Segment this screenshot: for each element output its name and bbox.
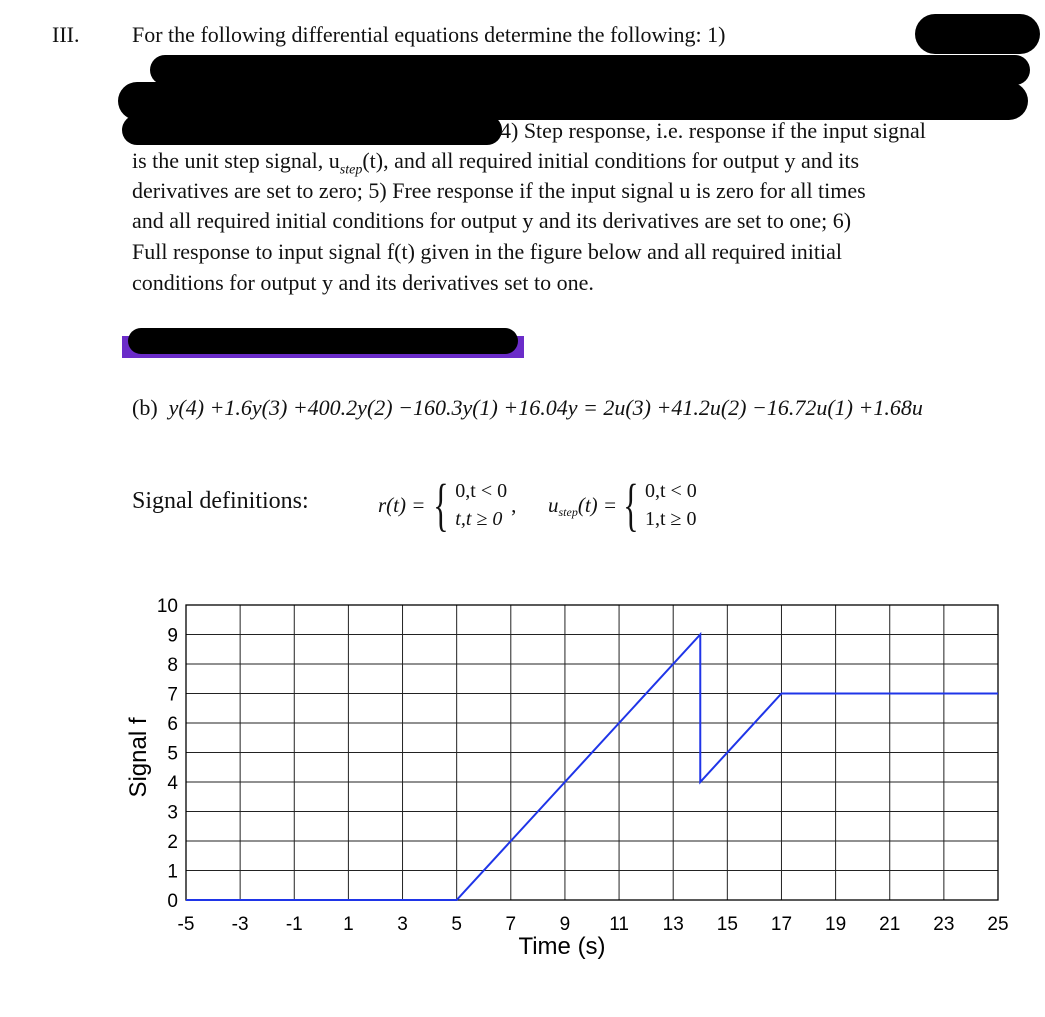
y-tick-label: 1 bbox=[167, 861, 178, 883]
y-axis-label: Signal f bbox=[125, 717, 152, 798]
problem-text-line: is the unit step signal, $u_{step}(t)$, and all required initial conditions for output y and its bbox=[132, 148, 860, 178]
differential-equation: (b) y(4) +1.6y(3) +400.2y(2) −160.3y(1) +16.04y = 2u(3) +41.2u(2) −16.72u(1) +1.68u bbox=[132, 395, 923, 420]
separator: , bbox=[511, 492, 517, 517]
problem-text-line: conditions for output y and its derivatives set to one. bbox=[132, 270, 594, 295]
redaction-mark bbox=[128, 328, 518, 354]
y-tick-label: 8 bbox=[167, 655, 178, 676]
equation-rhs: = 2u(3) +41.2u(2) −16.72u(1) +1.68u bbox=[582, 395, 923, 420]
ramp-case-negative: 0,t < 0 bbox=[455, 480, 508, 502]
signal-f-chart bbox=[0, 580, 1045, 1017]
step-subscript: step bbox=[558, 504, 578, 519]
redaction-mark bbox=[150, 55, 1030, 85]
brace-glyph: { bbox=[433, 472, 450, 537]
ramp-definition bbox=[378, 472, 517, 537]
ramp-name: r(t) = bbox=[378, 492, 426, 517]
y-tick-label: 7 bbox=[167, 684, 178, 706]
y-tick-label: 3 bbox=[167, 802, 178, 824]
step-name: u bbox=[548, 492, 559, 517]
x-tick-label: 1 bbox=[343, 914, 354, 935]
x-tick-label: 13 bbox=[662, 914, 684, 935]
problem-text-line: and all required initial conditions for output y and its derivatives are set to one; 6) bbox=[132, 208, 852, 233]
y-tick-label: 6 bbox=[167, 714, 178, 735]
problem-number: III. bbox=[52, 22, 80, 47]
step-case-positive: 1,t ≥ 0 bbox=[644, 508, 697, 530]
step-definition bbox=[548, 472, 697, 537]
x-tick-label: 21 bbox=[879, 914, 901, 935]
y-tick-label: 0 bbox=[167, 891, 178, 912]
x-tick-label: -1 bbox=[285, 914, 303, 935]
problem-intro-line: For the following differential equations determine the following: 1) bbox=[132, 22, 726, 47]
problem-text-line: derivatives are set to zero; 5) Free response if the input signal u is zero for all times bbox=[132, 178, 866, 203]
x-tick-label: 11 bbox=[609, 914, 629, 935]
equation-lhs: y(4) +1.6y(3) +400.2y(2) −160.3y(1) +16.04y bbox=[168, 395, 578, 420]
y-tick-label: 9 bbox=[167, 625, 178, 647]
y-tick-label: 10 bbox=[156, 596, 178, 617]
x-tick-label: -5 bbox=[177, 914, 195, 935]
ramp-case-positive: t,t ≥ 0 bbox=[455, 508, 503, 530]
x-tick-label: 17 bbox=[770, 914, 793, 935]
step-case-negative: 0,t < 0 bbox=[644, 480, 697, 502]
problem-text-line: Full response to input signal f(t) given in the figure below and all required initial bbox=[132, 239, 842, 264]
problem-step-response-text: 4) Step response, i.e. response if the input signal bbox=[500, 118, 926, 143]
x-tick-label: 15 bbox=[716, 914, 738, 935]
x-tick-label: 3 bbox=[397, 914, 408, 935]
redaction-mark bbox=[915, 14, 1040, 54]
x-tick-label: 9 bbox=[559, 914, 571, 935]
x-tick-label: 25 bbox=[987, 914, 1009, 935]
x-tick-label: -3 bbox=[231, 914, 249, 935]
signal-f-line bbox=[186, 635, 998, 901]
x-axis-label: Time (s) bbox=[518, 933, 606, 960]
y-tick-label: 5 bbox=[167, 743, 178, 765]
x-tick-label: 19 bbox=[825, 914, 847, 935]
x-tick-label: 23 bbox=[933, 914, 955, 935]
brace-glyph: { bbox=[623, 472, 639, 537]
x-tick-label: 7 bbox=[505, 914, 517, 935]
step-arg: (t) = bbox=[577, 492, 618, 517]
y-tick-label: 2 bbox=[167, 832, 178, 853]
signal-definitions-label: Signal definitions: bbox=[132, 488, 309, 514]
y-tick-label: 4 bbox=[167, 773, 178, 794]
redaction-mark bbox=[122, 115, 502, 145]
x-tick-label: 5 bbox=[451, 914, 462, 935]
